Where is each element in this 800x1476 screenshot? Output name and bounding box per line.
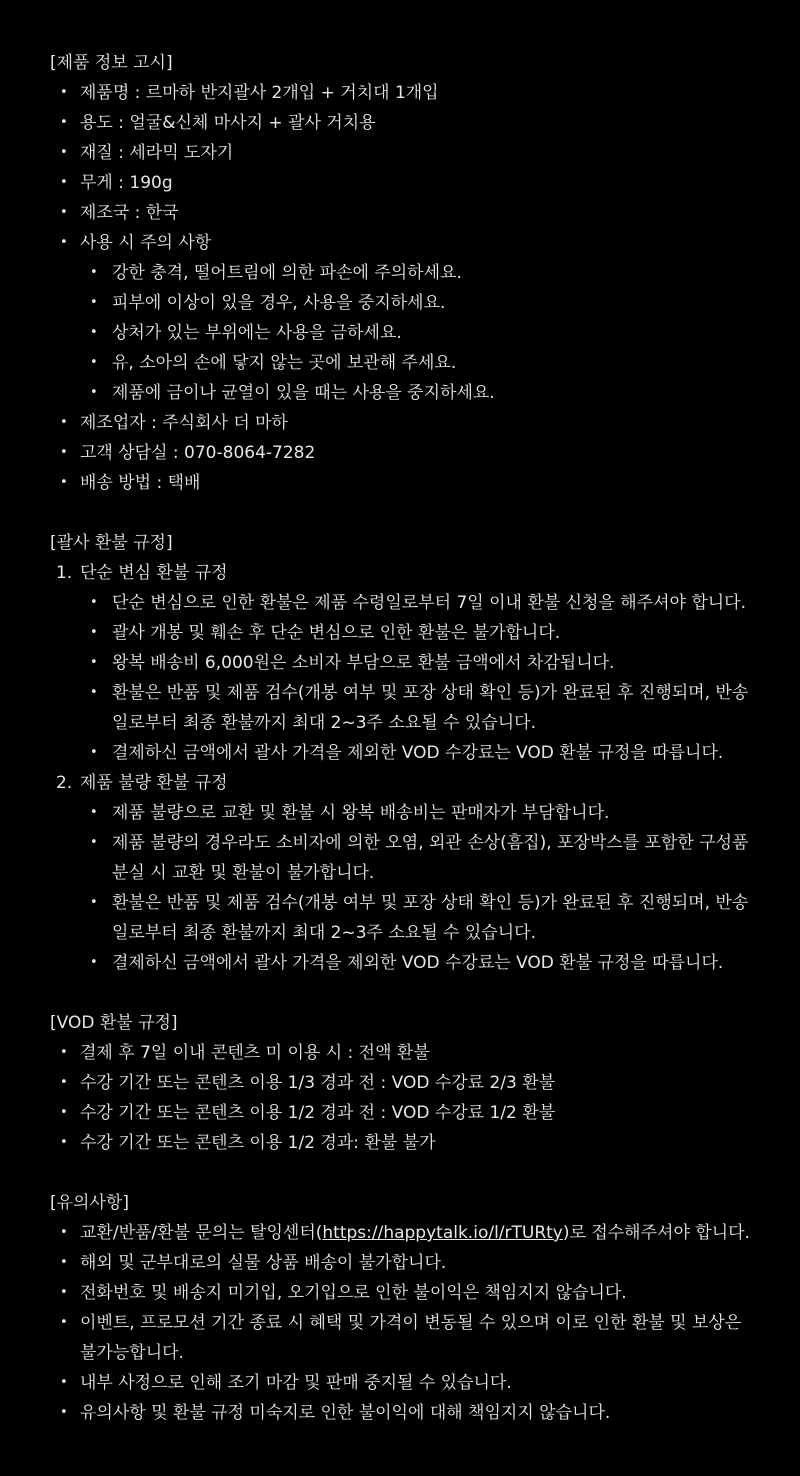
gua-sha-refund-heading: [괄사 환불 규정] xyxy=(50,533,173,553)
refund-rule-item: • 괄사 개봉 및 훼손 후 단순 변심으로 인한 환불은 불가합니다. xyxy=(50,618,760,648)
happytalk-link[interactable]: https://happytalk.io/l/rTURty xyxy=(322,1223,563,1243)
vod-refund-list xyxy=(50,1038,760,1158)
refund-rule-item: • 제품 불량으로 교환 및 환불 시 왕복 배송비는 판매자가 부담합니다. xyxy=(50,798,760,828)
notes-heading: [유의사항] xyxy=(50,1193,129,1213)
refund-rule-item: • 환불은 반품 및 제품 검수(개봉 여부 및 포장 상태 확인 등)가 완료된 후 진행되며, 반송일로부터 최종 환불까지 최대 2~3주 소요될 수 있습니다. xyxy=(50,678,760,738)
product-info-heading: [제품 정보 고시] xyxy=(50,53,173,73)
inquiry-prefix: 교환/반품/환불 문의는 탈잉센터( xyxy=(80,1223,323,1243)
product-info-list-continued xyxy=(50,408,760,498)
customer-center-item: • 고객 상담실 : 070-8064-7282 xyxy=(50,438,760,468)
notes-list xyxy=(50,1218,760,1428)
product-info-list xyxy=(50,78,760,258)
refund-group-number: 2. xyxy=(56,773,73,793)
refund-group-title-text: 제품 불량 환불 규정 xyxy=(80,773,228,793)
refund-group-title xyxy=(50,768,760,798)
defect-refund-list xyxy=(50,798,760,978)
vod-refund-item: • 결제 후 7일 이내 콘텐츠 미 이용 시 : 전액 환불 xyxy=(50,1038,760,1068)
inquiry-suffix: )로 접수해주셔야 합니다. xyxy=(562,1223,750,1243)
product-name-item: • 제품명 : 르마하 반지괄사 2개입 + 거치대 1개입 xyxy=(50,78,760,108)
refund-group-title-text: 단순 변심 환불 규정 xyxy=(80,563,228,583)
refund-rule-item: • 단순 변심으로 인한 환불은 제품 수령일로부터 7일 이내 환불 신청을 해주셔야 합니다. xyxy=(50,588,760,618)
caution-list xyxy=(50,258,760,408)
caution-item: • 상처가 있는 부위에는 사용을 금하세요. xyxy=(50,318,760,348)
gua-sha-refund-section xyxy=(50,528,760,978)
caution-item: • 유, 소아의 손에 닿지 않는 곳에 보관해 주세요. xyxy=(50,348,760,378)
refund-group-title xyxy=(50,558,760,588)
refund-rule-item: • 결제하신 금액에서 괄사 가격을 제외한 VOD 수강료는 VOD 환불 규정을 따릅니다. xyxy=(50,738,760,768)
refund-group-list xyxy=(50,558,760,588)
vod-refund-item: • 수강 기간 또는 콘텐츠 이용 1/2 경과 전 : VOD 수강료 1/2 환불 xyxy=(50,1098,760,1128)
product-origin-item: • 제조국 : 한국 xyxy=(50,198,760,228)
note-item: • 내부 사정으로 인해 조기 마감 및 판매 중지될 수 있습니다. xyxy=(50,1368,760,1398)
vod-refund-item: • 수강 기간 또는 콘텐츠 이용 1/2 경과: 환불 불가 xyxy=(50,1128,760,1158)
note-item: • 이벤트, 프로모션 기간 종료 시 혜택 및 가격이 변동될 수 있으며 이로 인한 환불 및 보상은 불가능합니다. xyxy=(50,1308,760,1368)
note-item: • 유의사항 및 환불 규정 미숙지로 인한 불이익에 대해 책임지지 않습니다. xyxy=(50,1398,760,1428)
caution-item: • 강한 충격, 떨어트림에 의한 파손에 주의하세요. xyxy=(50,258,760,288)
product-weight-item: • 무게 : 190g xyxy=(50,168,760,198)
notes-section xyxy=(50,1188,760,1428)
refund-group-number: 1. xyxy=(56,563,73,583)
note-item: • 전화번호 및 배송지 미기입, 오기입으로 인한 불이익은 책임지지 않습니다. xyxy=(50,1278,760,1308)
product-info-section xyxy=(50,48,760,498)
vod-refund-section xyxy=(50,1008,760,1158)
inquiry-note-item xyxy=(50,1218,760,1248)
manufacturer-item: • 제조업자 : 주식회사 더 마하 xyxy=(50,408,760,438)
product-usage-item: • 용도 : 얼굴&신체 마사지 + 괄사 거치용 xyxy=(50,108,760,138)
vod-refund-heading: [VOD 환불 규정] xyxy=(50,1013,178,1033)
refund-group-list xyxy=(50,768,760,798)
refund-rule-item: • 환불은 반품 및 제품 검수(개봉 여부 및 포장 상태 확인 등)가 완료된 후 진행되며, 반송일로부터 최종 환불까지 최대 2~3주 소요될 수 있습니다. xyxy=(50,888,760,948)
refund-rule-item: • 제품 불량의 경우라도 소비자에 의한 오염, 외관 손상(흠집), 포장박스를 포함한 구성품 분실 시 교환 및 환불이 불가합니다. xyxy=(50,828,760,888)
caution-item: • 피부에 이상이 있을 경우, 사용을 중지하세요. xyxy=(50,288,760,318)
note-item: • 해외 및 군부대로의 실물 상품 배송이 불가합니다. xyxy=(50,1248,760,1278)
usage-caution-item: • 사용 시 주의 사항 xyxy=(50,228,760,258)
shipping-method-item: • 배송 방법 : 택배 xyxy=(50,468,760,498)
product-material-item: • 재질 : 세라믹 도자기 xyxy=(50,138,760,168)
simple-change-refund-list xyxy=(50,588,760,768)
caution-item: • 제품에 금이나 균열이 있을 때는 사용을 중지하세요. xyxy=(50,378,760,408)
vod-refund-item: • 수강 기간 또는 콘텐츠 이용 1/3 경과 전 : VOD 수강료 2/3 환불 xyxy=(50,1068,760,1098)
refund-rule-item: • 결제하신 금액에서 괄사 가격을 제외한 VOD 수강료는 VOD 환불 규정을 따릅니다. xyxy=(50,948,760,978)
refund-rule-item: • 왕복 배송비 6,000원은 소비자 부담으로 환불 금액에서 차감됩니다. xyxy=(50,648,760,678)
